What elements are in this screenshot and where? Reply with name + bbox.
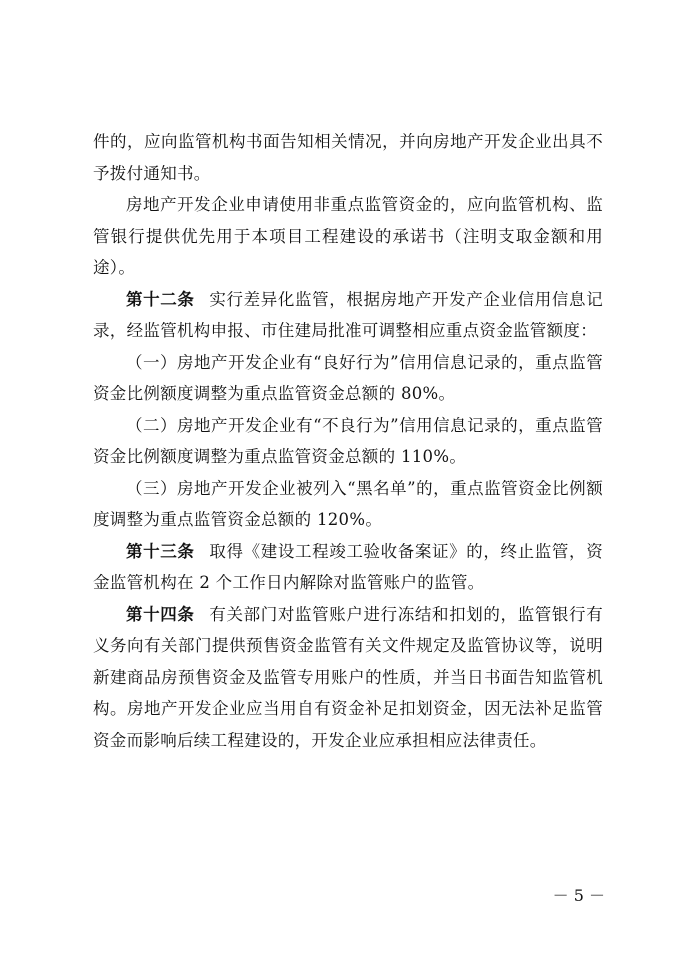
body-text (93, 126, 603, 756)
paragraph-non-key-funds (93, 189, 603, 284)
paragraph-continuation (93, 126, 603, 189)
article-14 (93, 599, 603, 757)
paragraph-text: 件的，应向监管机构书面告知相关情况，并向房地产开发企业出具不予拨付通知书。 (93, 132, 603, 183)
paragraph-text: 取得《建设工程竣工验收备案证》的，终止监管，资金监管机构在 2 个工作日内解除对监管账户的监管。 (93, 541, 603, 592)
article-12-item-3 (93, 473, 603, 536)
article-heading: 第十二条 (126, 289, 195, 309)
article-heading: 第十四条 (126, 604, 195, 624)
page-number: － 5 － (552, 886, 605, 905)
article-12-item-1 (93, 347, 603, 410)
paragraph-text: （二）房地产开发企业有“不良行为”信用信息记录的，重点监管资金比例额度调整为重点监管资金总额的 110%。 (93, 415, 603, 466)
paragraph-text: 房地产开发企业申请使用非重点监管资金的，应向监管机构、监管银行提供优先用于本项目工程建设的承诺书（注明支取金额和用途）。 (93, 195, 603, 277)
paragraph-text: 实行差异化监管，根据房地产开发产企业信用信息记录，经监管机构申报、市住建局批准可调整相应重点资金监管额度： (93, 289, 603, 340)
paragraph-text: （一）房地产开发企业有“良好行为”信用信息记录的，重点监管资金比例额度调整为重点监管资金总额的 80%。 (93, 352, 603, 403)
article-12 (93, 284, 603, 347)
article-12-item-2 (93, 410, 603, 473)
paragraph-text: （三）房地产开发企业被列入“黑名单”的，重点监管资金比例额度调整为重点监管资金总额的 120%。 (93, 478, 603, 529)
paragraph-text: 有关部门对监管账户进行冻结和扣划的，监管银行有义务向有关部门提供预售资金监管有关文件规定及监管协议等，说明新建商品房预售资金及监管专用账户的性质，并当日书面告知监管机构。房地产开发企业应当用自有资金补足扣划资金，因无法补足监管资金而影响后续工程建设的，开发企业应承担相应法律责任。 (93, 604, 603, 750)
article-heading: 第十三条 (126, 541, 195, 561)
article-13 (93, 536, 603, 599)
